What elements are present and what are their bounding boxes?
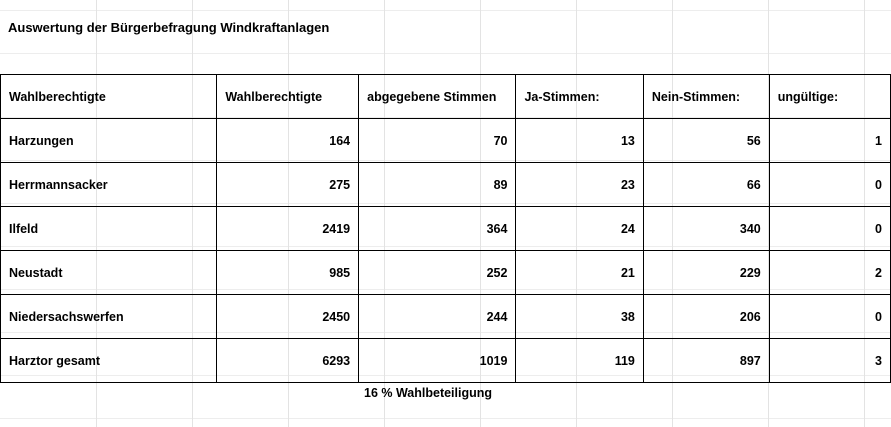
cell-municipality: Neustadt xyxy=(1,251,217,295)
cell-no-votes: 229 xyxy=(643,251,769,295)
cell-votes-cast: 364 xyxy=(359,207,516,251)
cell-invalid: 1 xyxy=(769,119,890,163)
cell-municipality: Herrmannsacker xyxy=(1,163,217,207)
cell-municipality: Harzungen xyxy=(1,119,217,163)
cell-invalid: 2 xyxy=(769,251,890,295)
cell-yes-votes: 23 xyxy=(516,163,643,207)
cell-no-votes: 206 xyxy=(643,295,769,339)
cell-no-votes: 897 xyxy=(643,339,769,383)
cell-eligible: 275 xyxy=(217,163,359,207)
cell-votes-cast: 1019 xyxy=(359,339,516,383)
table-row xyxy=(1,163,891,207)
column-header-municipality: Wahlberechtigte xyxy=(1,75,217,119)
table-row xyxy=(1,251,891,295)
cell-no-votes: 66 xyxy=(643,163,769,207)
cell-invalid: 0 xyxy=(769,295,890,339)
column-header-no-votes: Nein-Stimmen: xyxy=(643,75,769,119)
cell-votes-cast: 252 xyxy=(359,251,516,295)
cell-votes-cast: 70 xyxy=(359,119,516,163)
cell-municipality: Niedersachswerfen xyxy=(1,295,217,339)
column-header-votes-cast: abgegebene Stimmen xyxy=(359,75,516,119)
cell-municipality: Ilfeld xyxy=(1,207,217,251)
cell-eligible: 985 xyxy=(217,251,359,295)
column-header-eligible: Wahlberechtigte xyxy=(217,75,359,119)
cell-municipality: Harztor gesamt xyxy=(1,339,217,383)
cell-eligible: 164 xyxy=(217,119,359,163)
column-header-yes-votes: Ja-Stimmen: xyxy=(516,75,643,119)
cell-yes-votes: 13 xyxy=(516,119,643,163)
table-header-row xyxy=(1,75,891,119)
grid-row-line xyxy=(0,418,891,419)
turnout-note: 16 % Wahlbeteiligung xyxy=(364,386,493,400)
cell-eligible: 2450 xyxy=(217,295,359,339)
cell-eligible: 6293 xyxy=(217,339,359,383)
column-header-invalid: ungültige: xyxy=(769,75,890,119)
table-row xyxy=(1,119,891,163)
survey-results-table xyxy=(0,74,891,383)
cell-yes-votes: 38 xyxy=(516,295,643,339)
cell-votes-cast: 89 xyxy=(359,163,516,207)
table-row-total xyxy=(1,339,891,383)
page-title: Auswertung der Bürgerbefragung Windkraftanlagen xyxy=(8,20,330,35)
grid-row-line xyxy=(0,10,891,11)
cell-invalid: 0 xyxy=(769,163,890,207)
cell-no-votes: 56 xyxy=(643,119,769,163)
cell-invalid: 0 xyxy=(769,207,890,251)
cell-votes-cast: 244 xyxy=(359,295,516,339)
cell-eligible: 2419 xyxy=(217,207,359,251)
cell-invalid: 3 xyxy=(769,339,890,383)
table-row xyxy=(1,295,891,339)
cell-yes-votes: 24 xyxy=(516,207,643,251)
cell-yes-votes: 119 xyxy=(516,339,643,383)
table-row xyxy=(1,207,891,251)
cell-yes-votes: 21 xyxy=(516,251,643,295)
cell-no-votes: 340 xyxy=(643,207,769,251)
grid-row-line xyxy=(0,53,891,54)
